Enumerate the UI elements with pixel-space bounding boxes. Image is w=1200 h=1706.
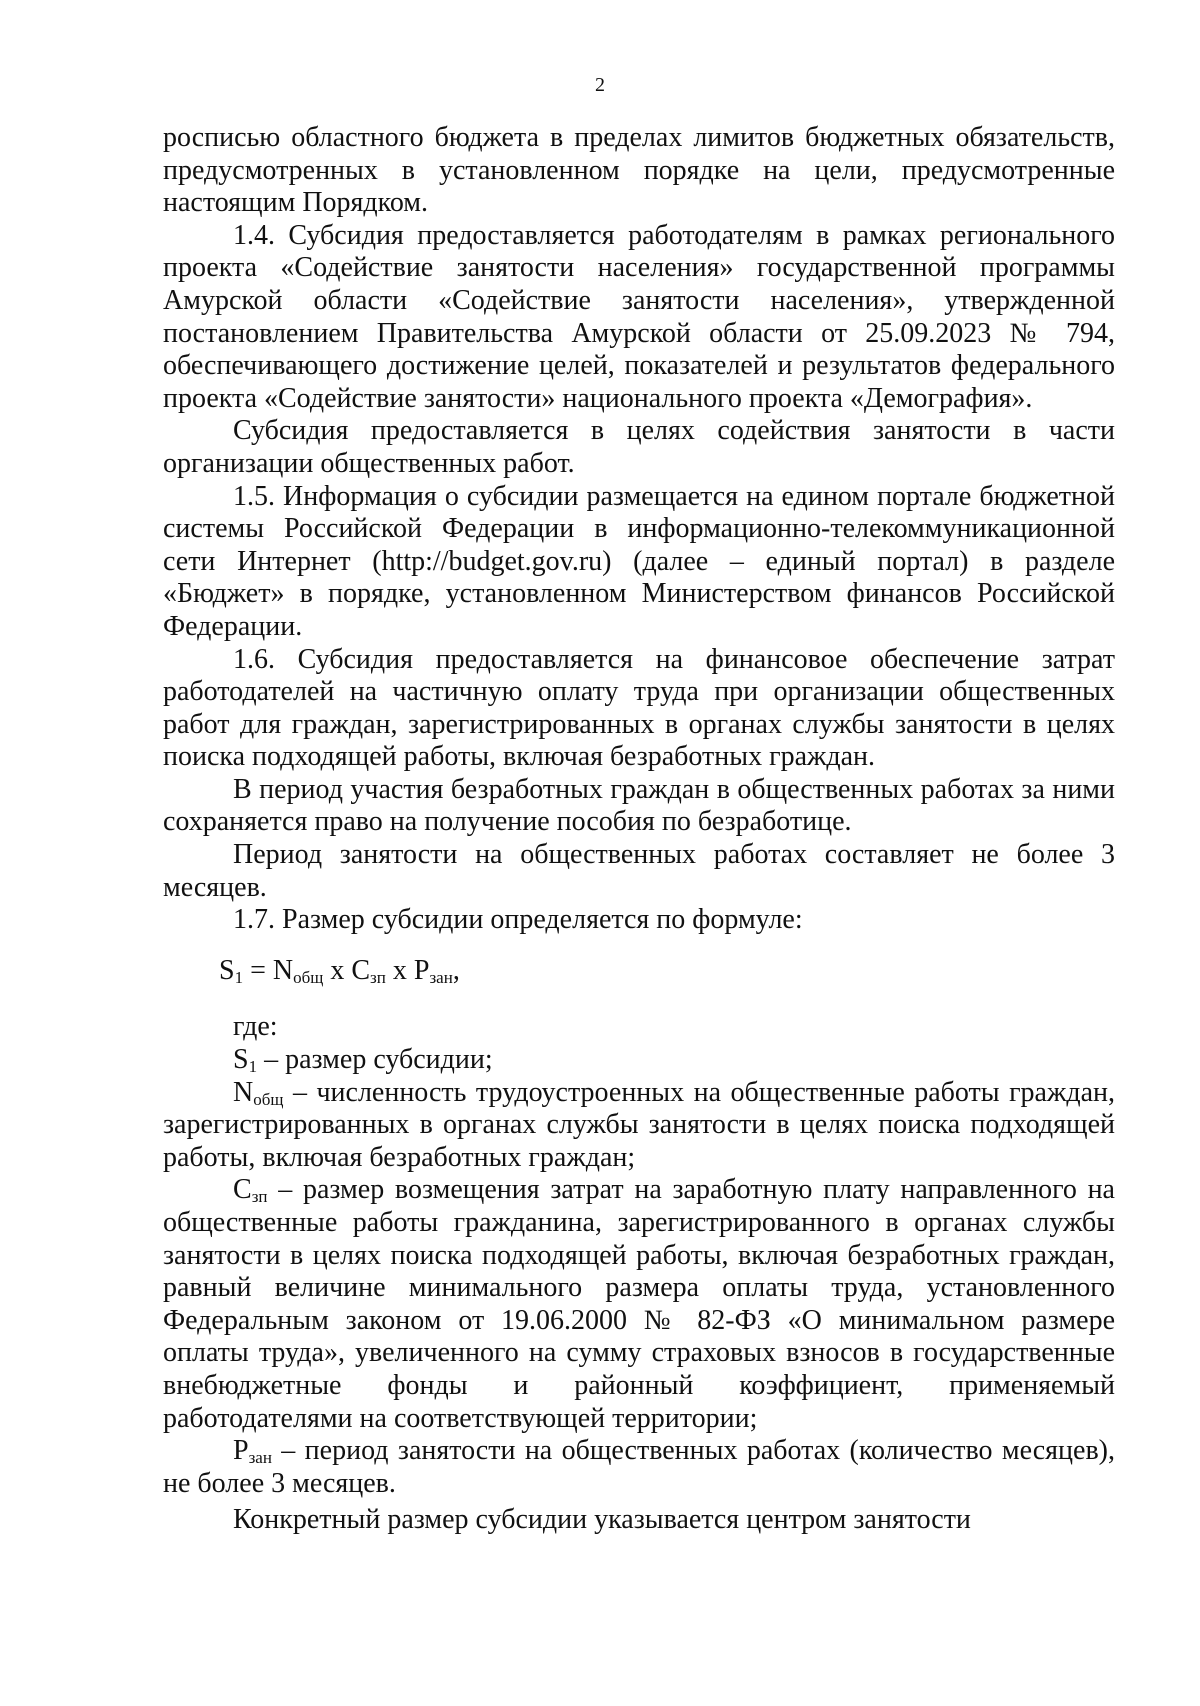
paragraph-1-6: 1.6. Субсидия предоставляется на финансовое обеспечение затрат работодателей на частичную оплату труда при организации общественных работ для граждан, зарегистрированных в органах службы занятости в целях поиска подходящей работы, включая безработных граждан. bbox=[163, 643, 1115, 773]
def-n-symbol: N bbox=[233, 1076, 254, 1108]
where-label: где: bbox=[233, 1011, 278, 1043]
page-number: 2 bbox=[595, 74, 605, 96]
paragraph-1-4: 1.4. Субсидия предоставляется работодателям в рамках регионального проекта «Содействие занятости населения» государственной программы Амурской области «Содействие занятости населения», утвержденной постановлением Правительства Амурской области от 25.09.2023 № 794, обеспечивающего достижение целей, показателей и результатов федерального проекта «Содействие занятости» национального проекта «Демография». bbox=[163, 219, 1115, 414]
def-n-text: – численность трудоустроенных на общественные работы граждан, зарегистрированных в органах службы занятости в целях поиска подходящей работы, включая безработных граждан; bbox=[163, 1076, 1115, 1173]
def-c-sub: зп bbox=[251, 1187, 268, 1207]
formula-n-sub: общ bbox=[293, 967, 324, 987]
def-s1-symbol: S bbox=[233, 1044, 249, 1076]
def-c-symbol: С bbox=[233, 1174, 252, 1206]
def-c bbox=[163, 1174, 1115, 1435]
def-c-text: – размер возмещения затрат на заработную плату направленного на общественные работы гражданина, зарегистрированного в органах службы занятости в целях поиска подходящей работы, включая безработных граждан, равный величине минимального размера оплаты труда, установленного Федеральным законом от 19.06.2000 № 82-ФЗ «О минимальном размере оплаты труда», увеличенного на сумму страховых взносов в государственные внебюджетные фонды и районный коэффициент, применяемый работодателями на соответствующей территории; bbox=[163, 1174, 1115, 1434]
formula-s: S bbox=[219, 954, 235, 986]
def-n bbox=[163, 1077, 1115, 1175]
def-p-sub: зан bbox=[248, 1448, 272, 1468]
paragraph-continuation: росписью областного бюджета в пределах лимитов бюджетных обязательств, предусмотренных в установленном порядке на цели, предусмотренные настоящим Порядком. bbox=[163, 122, 1115, 219]
formula-p-sub: зан bbox=[429, 967, 453, 987]
paragraph-last: Конкретный размер субсидии указывается центром занятости bbox=[233, 1504, 971, 1536]
formula-s-sub: 1 bbox=[234, 967, 244, 987]
formula-x1: x bbox=[323, 954, 352, 986]
def-p bbox=[163, 1435, 1115, 1500]
formula-tail: , bbox=[452, 954, 460, 986]
subsidy-formula bbox=[163, 955, 1115, 988]
formula-eq: = bbox=[243, 954, 273, 986]
formula-n: N bbox=[272, 954, 294, 986]
paragraph-1-7: 1.7. Размер субсидии определяется по формуле: bbox=[233, 904, 803, 936]
paragraph-1-5: 1.5. Информация о субсидии размещается на едином портале бюджетной системы Российской Федерации в информационно-телекоммуникационной сети Интернет (http://budget.gov.ru) (далее – единый портал) в разделе «Бюджет» в порядке, установленном Министерством финансов Российской Федерации. bbox=[163, 480, 1115, 642]
document-body bbox=[163, 122, 1115, 1537]
paragraph-purpose: Субсидия предоставляется в целях содействия занятости в части организации общественных работ. bbox=[163, 415, 1115, 479]
def-p-symbol: Р bbox=[233, 1435, 249, 1467]
paragraph-period: Период занятости на общественных работах составляет не более 3 месяцев. bbox=[163, 839, 1115, 903]
paragraph-benefit: В период участия безработных граждан в общественных работах за ними сохраняется право на получение пособия по безработице. bbox=[163, 773, 1115, 838]
def-s1-text: – размер субсидии; bbox=[257, 1044, 493, 1076]
def-n-sub: общ bbox=[253, 1089, 284, 1109]
formula-c: C bbox=[351, 954, 371, 986]
formula-c-sub: зп bbox=[370, 967, 386, 987]
def-s1-sub: 1 bbox=[248, 1057, 258, 1077]
formula-p: P bbox=[413, 954, 430, 986]
def-s1 bbox=[163, 1044, 1115, 1077]
formula-x2: x bbox=[385, 954, 414, 986]
def-p-text: – период занятости на общественных работах (количество месяцев), не более 3 месяцев. bbox=[163, 1435, 1115, 1499]
